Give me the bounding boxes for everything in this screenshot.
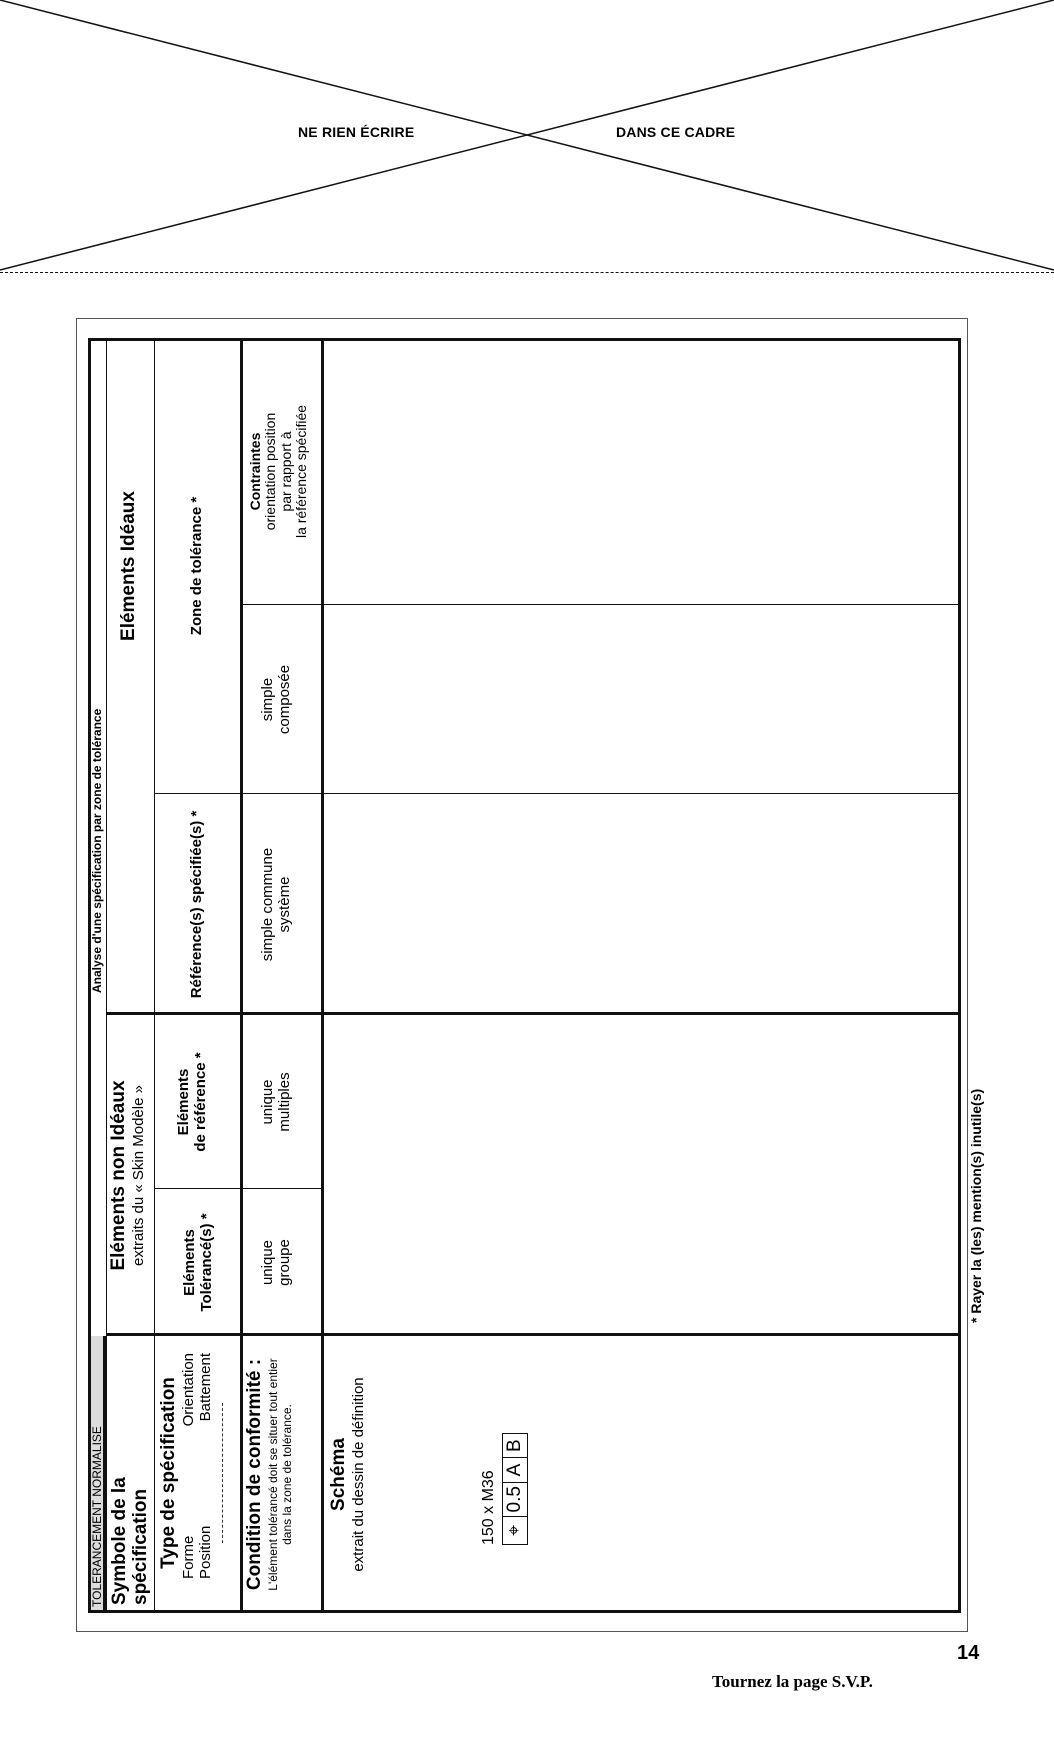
top-left-label: TOLERANCEMENT NORMALISE: [90, 1426, 104, 1607]
type-spec-cell: Type de spécification Forme Orientation Position Battement: [158, 1343, 223, 1603]
rule: [154, 1336, 155, 1613]
condition-cell: Condition de conformité : L'élément tolérancé doit se situer tout entier dans la zone de tolérance.: [244, 1358, 294, 1591]
col-toleres: Eléments Tolérancé(s) *: [181, 1213, 215, 1312]
position-symbol-icon: ⌖: [503, 1516, 527, 1544]
rule: [240, 338, 243, 1613]
no-write-note-right: DANS CE CADRE: [616, 124, 736, 140]
symbol-label: Symbole de la spécification: [109, 1477, 151, 1605]
schema-header: Schéma extrait du dessin de définition: [328, 1377, 367, 1572]
feature-control-frame: [502, 1433, 528, 1545]
opt-zone: simple composée: [259, 664, 293, 735]
rule: [106, 1012, 961, 1015]
turn-page-note: Tournez la page S.V.P.: [712, 1672, 873, 1691]
cut-line: [0, 272, 1054, 273]
no-write-cross: [0, 0, 1054, 280]
opt-unique-multiples: unique multiples: [259, 1072, 293, 1132]
opt-reference: simple commune système: [259, 847, 293, 962]
dimension-text: 150 x M36: [480, 1470, 497, 1545]
rule: [106, 338, 107, 1613]
fcf-datum-b: B: [504, 1439, 525, 1453]
page-number: 14: [957, 1642, 980, 1664]
rule: [154, 338, 155, 1336]
rule: [106, 1333, 961, 1336]
contraintes-cell: Contraintes orientation position par rapport à la référence spécifiée: [247, 404, 310, 539]
opt-unique-groupe: unique groupe: [259, 1239, 293, 1286]
top-right-label: Analyse d'une spécification par zone de tolérance: [90, 708, 104, 993]
rule: [321, 338, 324, 1613]
tolerance-analysis-table: [88, 338, 984, 1613]
col-zone: Zone de tolérance *: [188, 496, 205, 636]
rule: [240, 604, 961, 605]
col-ref-spec: Référence(s) spécifiée(s) *: [188, 810, 205, 999]
fcf-datum-a: A: [503, 1457, 527, 1481]
fcf-tolerance: 0.5: [503, 1482, 527, 1516]
col-reference: Eléments de référence *: [175, 1052, 209, 1152]
no-write-note-left: NE RIEN ÉCRIRE: [298, 124, 415, 140]
footnote: * Rayer la (les) mention(s) inutile(s): [968, 1088, 984, 1323]
non-ideal-header: Eléments non Idéaux extraits du « Skin Modèle »: [108, 1080, 147, 1271]
ideal-header: Eléments Idéaux: [118, 491, 139, 641]
